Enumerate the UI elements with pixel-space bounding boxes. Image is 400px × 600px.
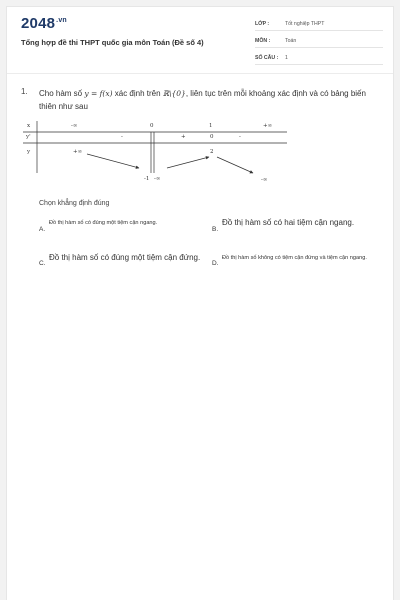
answer-option-b[interactable] — [212, 217, 372, 243]
meta-value: Toán — [285, 38, 297, 44]
meta-value: Tốt nghiệp THPT — [285, 21, 325, 27]
answer-option-d[interactable] — [212, 253, 384, 277]
document-page — [6, 6, 394, 600]
decrease-arrow — [217, 157, 253, 173]
x-value: 1 — [209, 123, 213, 129]
site-logo[interactable] — [21, 15, 67, 32]
answer-option-a[interactable] — [39, 218, 189, 242]
question-prompt: Chọn khẳng định đúng — [39, 200, 110, 207]
increase-arrow — [167, 157, 209, 168]
exam-meta — [255, 18, 383, 69]
answer-letter: B. — [212, 226, 219, 233]
question-text — [39, 87, 379, 113]
meta-row-count — [255, 52, 383, 65]
meta-label: SỐ CÂU : — [255, 55, 279, 61]
logo-suffix: .vn — [56, 17, 67, 24]
y-value: +∞ — [73, 149, 83, 155]
question-text-part: xác định trên — [112, 89, 163, 98]
answer-letter: A. — [39, 226, 46, 233]
y-value: -1 — [144, 176, 150, 182]
meta-label: LỚP : — [255, 21, 270, 27]
question-number: 1. — [21, 87, 28, 96]
header — [7, 7, 395, 69]
derivative-sign: - — [239, 134, 241, 140]
y-value: 2 — [210, 149, 214, 155]
row-label-derivative: y' — [26, 134, 31, 140]
y-value: -∞ — [154, 176, 161, 182]
answer-text: Đồ thị hàm số có đúng một tiệm cận ngang. — [49, 220, 158, 226]
x-value: +∞ — [263, 123, 273, 129]
answer-letter: D. — [212, 260, 219, 267]
function-domain: ℝ\{0} — [162, 89, 186, 98]
x-value: 0 — [150, 123, 154, 129]
header-divider — [7, 73, 393, 74]
x-value: -∞ — [71, 123, 78, 129]
meta-value: 1 — [285, 55, 288, 61]
answer-text: Đồ thị hàm số có hai tiệm cận ngang. — [222, 218, 355, 227]
variation-table-lines — [23, 121, 287, 197]
answer-letter: C. — [39, 260, 46, 267]
question-text-part: , liên tục trên mỗi khoảng xác định và có bảng biến thiên như sau — [39, 89, 366, 111]
variation-table — [23, 121, 287, 197]
function-formula: y = f(x) — [84, 89, 113, 98]
derivative-sign: + — [181, 134, 186, 140]
logo-main: 2048 — [21, 15, 56, 32]
document-title: Tổng hợp đề thi THPT quốc gia môn Toán (Đề số 4) — [21, 38, 204, 47]
answer-text: Đồ thị hàm số không có tiệm cận đứng và tiệm cận ngang. — [222, 255, 367, 261]
meta-label: MÔN : — [255, 38, 271, 44]
row-label-x: x — [27, 123, 31, 129]
meta-row-subject — [255, 35, 383, 48]
meta-row-class — [255, 18, 383, 31]
derivative-sign: - — [121, 134, 123, 140]
answer-option-c[interactable] — [39, 252, 204, 278]
question-text-part: Cho hàm số — [39, 89, 85, 98]
decrease-arrow — [87, 154, 139, 168]
answer-text: Đồ thị hàm số có đúng một tiệm cận đứng. — [49, 253, 201, 262]
derivative-sign: 0 — [210, 134, 214, 140]
row-label-y: y — [27, 149, 31, 155]
y-value: -∞ — [261, 177, 268, 183]
